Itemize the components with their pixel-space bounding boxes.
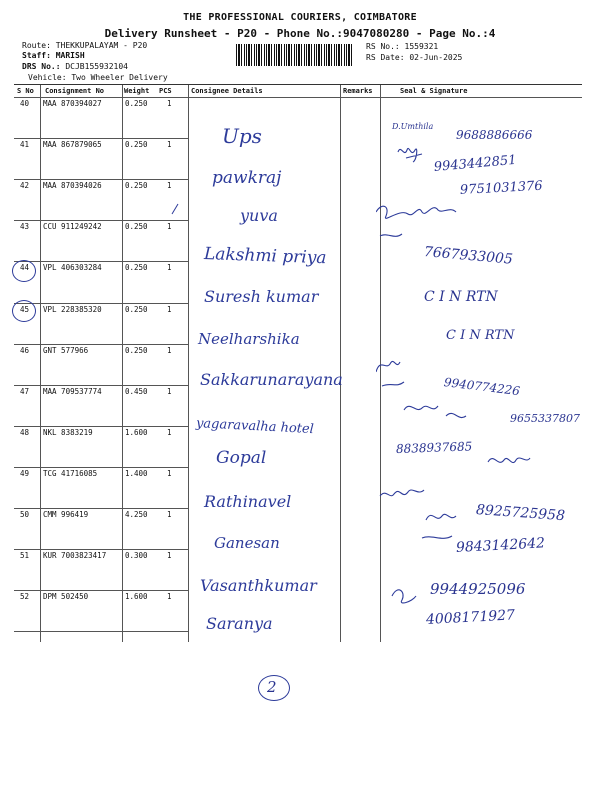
- consignee-name-50: Ganesan: [214, 534, 280, 552]
- signature-initials: D.Umthila: [392, 122, 434, 131]
- row-pcs: 1: [167, 181, 172, 191]
- consignee-name-48: Gopal: [216, 448, 267, 468]
- row-weight: 0.250: [125, 304, 148, 314]
- row-pcs: 1: [167, 304, 172, 314]
- row-divider: [14, 179, 188, 180]
- barcode: [236, 44, 352, 66]
- phone-41: 9943442851: [433, 152, 518, 175]
- staff-label: Staff:: [22, 51, 51, 60]
- row-consignment-no: CCU 911249242: [43, 222, 102, 232]
- drs-label: DRS No.:: [22, 62, 61, 71]
- phone-52: 4008171927: [425, 607, 516, 628]
- vehicle-text: Vehicle: Two Wheeler Delivery: [28, 73, 168, 82]
- consignee-name-51: Vasanthkumar: [200, 576, 317, 595]
- row-consignment-no: NKL 8383219: [43, 427, 93, 437]
- row-weight: 0.250: [125, 345, 148, 355]
- row-sno: 41: [20, 140, 30, 150]
- row-pcs: 1: [167, 510, 172, 519]
- row-consignment-no: MAA 709537774: [43, 386, 102, 396]
- col-remarks-header: Remarks: [343, 87, 373, 95]
- page-number-handwritten: 2: [267, 678, 277, 696]
- row-consignment-no: VPL 406303284: [43, 263, 102, 273]
- row-divider: [14, 344, 188, 345]
- row-divider: [14, 549, 188, 550]
- consignee-name-45: Neelharshika: [198, 330, 300, 348]
- consignee-name-52: Saranya: [206, 614, 273, 633]
- cin-rtn-44: C I N RTN: [424, 289, 498, 305]
- row-pcs: 1: [167, 551, 172, 561]
- phone-50: 9843142642: [455, 535, 546, 556]
- col-weight-header: Weight: [124, 87, 150, 95]
- signature-50: [422, 514, 456, 538]
- row-sno: 48: [20, 427, 30, 437]
- row-weight: 1.600: [125, 592, 148, 602]
- phone-43: 7667933005: [423, 244, 514, 268]
- row-pcs: 1: [167, 386, 172, 396]
- row-sno: 50: [20, 510, 30, 519]
- row-consignment-no: GNT 577966: [43, 345, 89, 355]
- row-weight: 0.300: [125, 551, 148, 561]
- row-weight: 1.400: [125, 468, 148, 478]
- cin-rtn-45: C I N RTN: [446, 328, 515, 343]
- row-divider: [14, 220, 188, 221]
- row-sno: 46: [20, 345, 30, 355]
- row-weight: 0.450: [125, 386, 148, 396]
- row-consignment-no: MAA 870394027: [43, 99, 102, 108]
- phone-42: 9751031376: [459, 178, 543, 198]
- row-divider: [14, 385, 188, 386]
- row-sno: 51: [20, 551, 30, 561]
- row-pcs: 1: [167, 468, 172, 478]
- col-seal-header: Seal & Signature: [400, 87, 468, 95]
- signature-49: [380, 490, 424, 496]
- row-weight: 4.250: [125, 510, 148, 519]
- row-divider: [14, 508, 188, 509]
- row-weight: 0.250: [125, 181, 148, 191]
- drs-line: [22, 62, 128, 71]
- tick-mark: [166, 200, 186, 220]
- phone-49: 8925725958: [475, 502, 566, 525]
- col-consignee-header: Consignee Details: [191, 87, 263, 95]
- row-consignment-no: MAA 867879065: [43, 140, 102, 150]
- phone-40: 9688886666: [456, 128, 533, 142]
- signature-52: [392, 590, 416, 603]
- consignee-name-40: Ups: [222, 124, 262, 148]
- row-consignment-no: CMM 996419: [43, 510, 89, 519]
- row-consignment-no: TCG 41716085: [43, 468, 98, 478]
- col-pcs-header: PCS: [159, 87, 172, 95]
- staff-value: MARISH: [55, 51, 85, 60]
- tamil-note-48: [488, 458, 530, 463]
- row-divider: [14, 467, 188, 468]
- staff-line: [22, 51, 85, 60]
- row-pcs: 1: [167, 427, 172, 437]
- row-weight: 0.250: [125, 99, 148, 108]
- row-divider: [14, 590, 188, 591]
- row-pcs: 1: [167, 140, 172, 150]
- rs-number: RS No.: 1559321: [366, 42, 439, 51]
- signature-47: [376, 361, 404, 386]
- signature-48: [404, 406, 466, 418]
- row-divider: [14, 138, 188, 139]
- col-sno-header: S No: [17, 87, 34, 95]
- row-consignment-no: DPM 502450: [43, 592, 89, 602]
- row-consignment-no: MAA 870394026: [43, 181, 102, 191]
- company-title: THE PROFESSIONAL COURIERS, COIMBATORE: [183, 12, 417, 23]
- signature-41: [398, 148, 422, 162]
- row-sno: 45: [20, 304, 30, 314]
- circle-mark-44: [12, 260, 36, 282]
- consignee-name-41: pawkraj: [212, 168, 282, 188]
- row-weight: 1.600: [125, 427, 148, 437]
- consignee-name-43: Lakshmi priya: [203, 244, 327, 269]
- row-sno: 40: [20, 99, 30, 108]
- row-pcs: 1: [167, 345, 172, 355]
- consignee-name-47: yagaravalha hotel: [195, 416, 315, 438]
- row-divider: [14, 261, 188, 262]
- row-pcs: 1: [167, 592, 172, 602]
- phone-48: 9655337807: [510, 412, 580, 425]
- row-sno: 42: [20, 181, 30, 191]
- row-weight: 0.250: [125, 222, 148, 232]
- row-weight: 0.250: [125, 140, 148, 150]
- consignee-name-49: Rathinavel: [204, 492, 292, 511]
- signature-scribbles: [376, 140, 600, 640]
- rs-date: RS Date: 02-Jun-2025: [366, 53, 463, 62]
- row-consignment-no: VPL 228385320: [43, 304, 102, 314]
- consignee-name-42: yuva: [240, 206, 278, 225]
- row-sno: 44: [20, 263, 30, 273]
- row-sno: 43: [20, 222, 30, 232]
- row-divider: [14, 426, 188, 427]
- row-sno: 52: [20, 592, 30, 602]
- col-consignment-header: Consignment No: [45, 87, 105, 95]
- runsheet-subtitle: Delivery Runsheet - P20 - Phone No.:9047080280 - Page No.:4: [104, 27, 496, 40]
- route-text: Route: THEKKUPALAYAM - P20: [22, 41, 148, 50]
- phone-51: 9944925096: [430, 580, 526, 598]
- row-sno: 47: [20, 386, 30, 396]
- row-divider: [14, 631, 188, 632]
- row-weight: 0.250: [125, 263, 148, 273]
- phone-47: 9940774226: [443, 375, 521, 399]
- consignee-name-46: Sakkarunarayana: [200, 370, 343, 389]
- consignee-name-44: Suresh kumar: [204, 287, 319, 306]
- row-divider: [14, 303, 188, 304]
- drs-value: DCJB155932104: [65, 62, 128, 71]
- circle-mark-45: [12, 300, 36, 322]
- row-consignment-no: KUR 7003823417: [43, 551, 107, 561]
- row-pcs: 1: [167, 263, 172, 273]
- row-sno: 49: [20, 468, 30, 478]
- row-pcs: 1: [167, 99, 172, 108]
- row-pcs: 1: [167, 222, 172, 232]
- signature-42: [376, 206, 456, 236]
- phone-48-alt: 8838937685: [395, 439, 473, 456]
